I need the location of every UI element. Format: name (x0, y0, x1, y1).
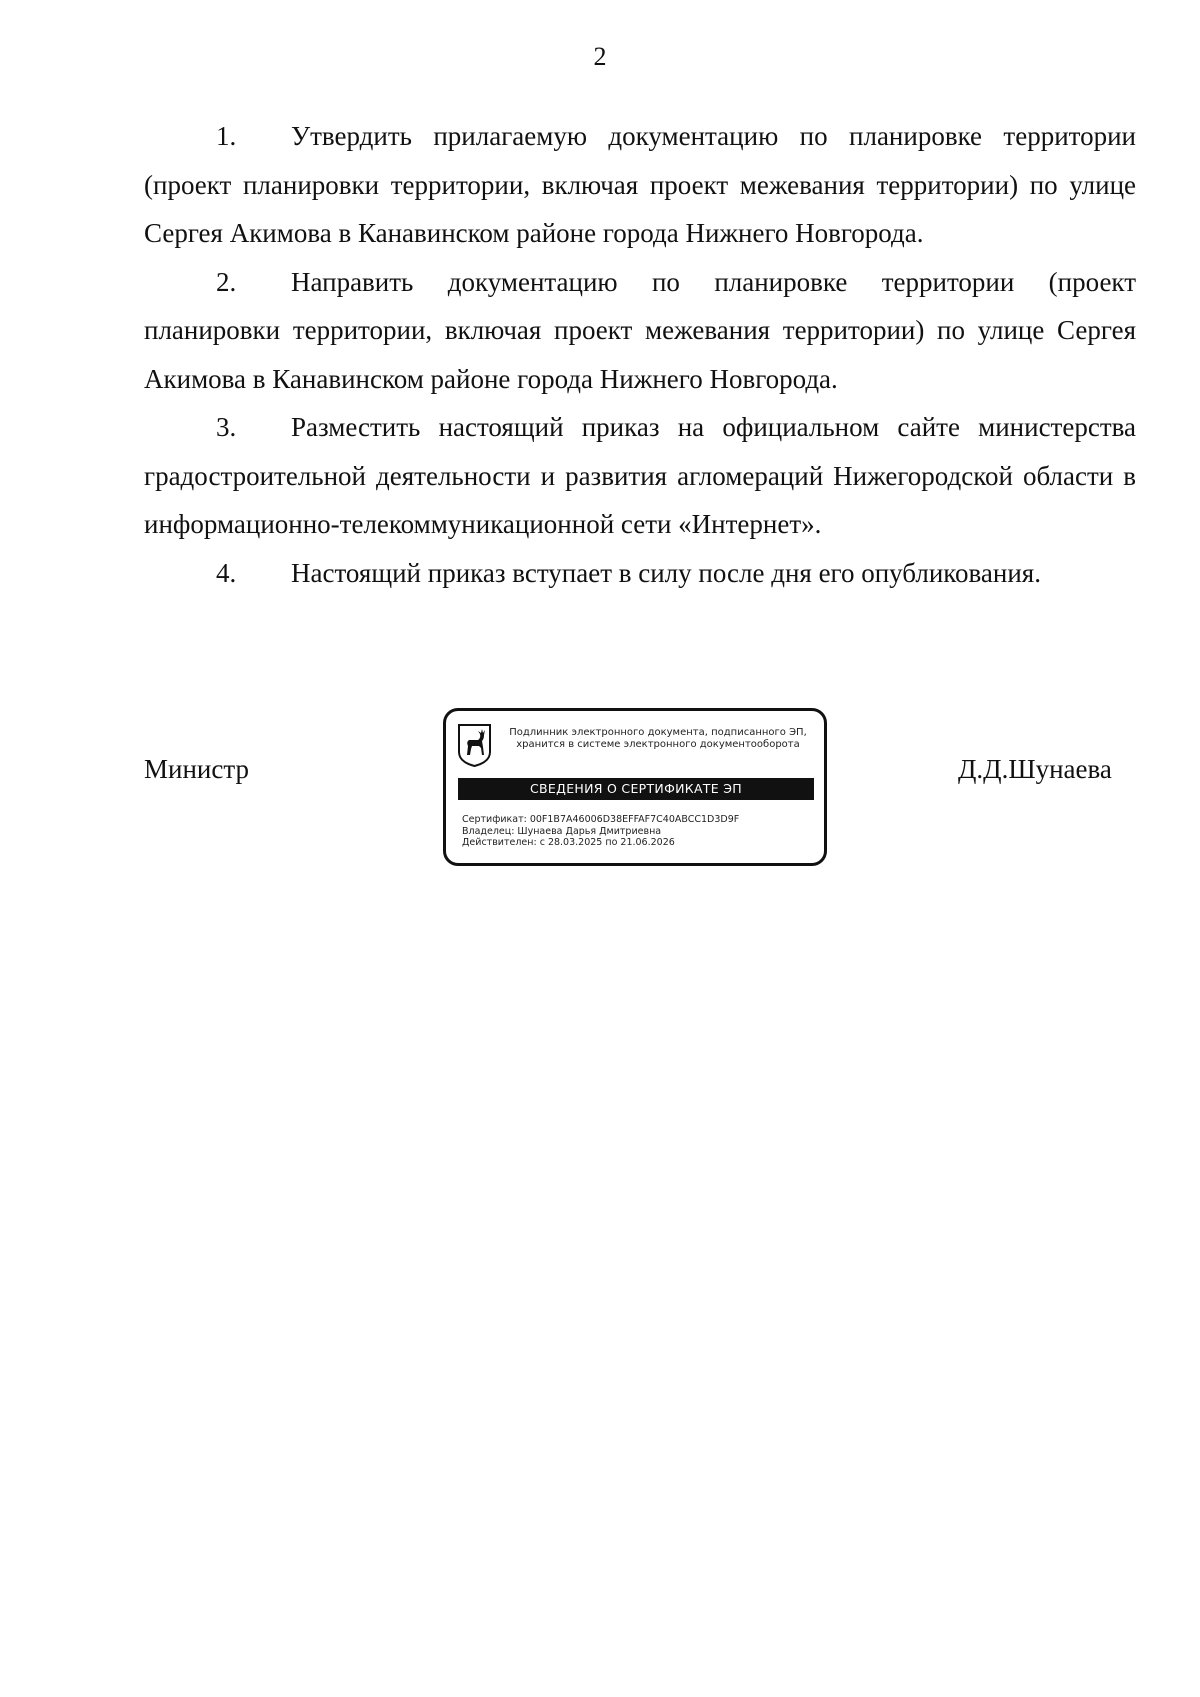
stamp-header-line: хранится в системе электронного документооборота (516, 739, 800, 750)
item-text: Утвердить прилагаемую документацию по планировке территории (проект планировки территории, включая проект межевания территории) по улице Сергея Акимова в Канавинском районе города Нижнего Новгорода. (144, 121, 1136, 248)
page-number: 2 (593, 42, 607, 71)
item-number: 2. (216, 266, 237, 297)
certificate-details (462, 814, 817, 849)
certificate-validity: Действителен: с 28.03.2025 по 21.06.2026 (462, 837, 675, 848)
electronic-signature-stamp (443, 708, 827, 866)
list-item (144, 549, 1136, 598)
certificate-info-bar: СВЕДЕНИЯ О СЕРТИФИКАТЕ ЭП (458, 778, 814, 800)
signer-title: Министр (144, 754, 249, 784)
list-item (144, 258, 1136, 404)
item-text: Настоящий приказ вступает в силу после дня его опубликования. (291, 557, 1041, 588)
item-number: 4. (216, 557, 237, 588)
item-number: 1. (216, 121, 237, 151)
stamp-header (496, 727, 820, 751)
certificate-number: Сертификат: 00F1B7A46006D38EFFAF7C40ABCC1D3D9F (462, 814, 740, 825)
signer-name: Д.Д.Шунаева (958, 754, 1112, 784)
stamp-header-line: Подлинник электронного документа, подписанного ЭП, (509, 727, 807, 738)
certificate-owner: Владелец: Шунаева Дарья Дмитриевна (462, 825, 662, 837)
coat-of-arms-deer-icon (456, 722, 493, 767)
item-text: Направить документацию по планировке территории (проект планировки территории, включая проект межевания территории) по улице Сергея Акимова в Канавинском районе города Нижнего Новгорода. (144, 266, 1136, 394)
list-item (144, 112, 1136, 258)
item-number: 3. (216, 412, 237, 442)
document-body (144, 112, 1136, 597)
list-item (144, 403, 1136, 549)
item-text: Разместить настоящий приказ на официальном сайте министерства градостроительной деятельности и развития агломераций Нижегородской области в информационно-телекоммуникационной сети «Интернет». (144, 412, 1136, 539)
